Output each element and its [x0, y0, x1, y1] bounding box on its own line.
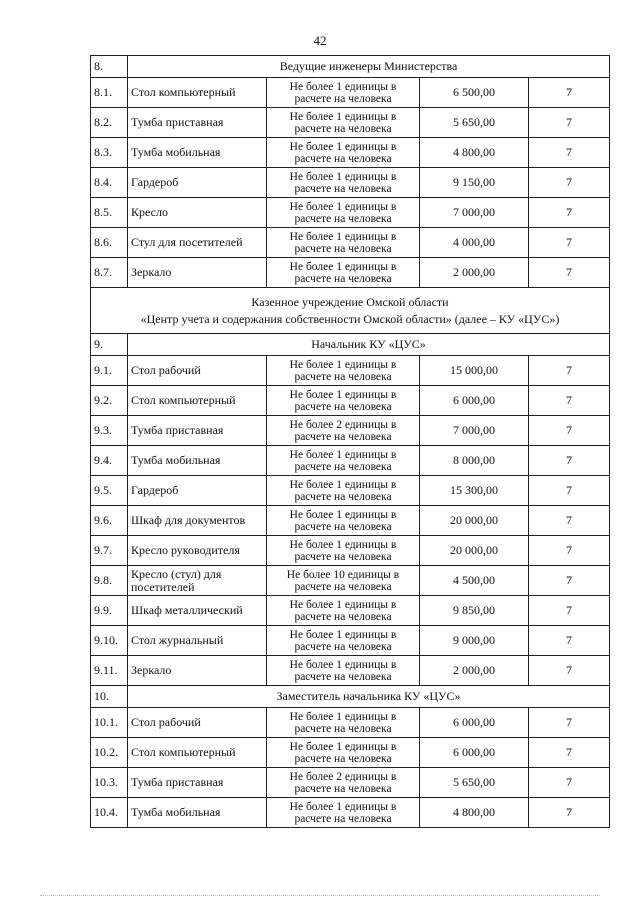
section-row	[91, 56, 610, 78]
row-number: 8.2.	[91, 108, 128, 138]
row-number: 9.2.	[91, 386, 128, 416]
item-name: Гардероб	[128, 476, 267, 506]
item-price: 4 500,00	[420, 566, 529, 596]
table-row	[91, 536, 610, 566]
item-price: 6 500,00	[420, 78, 529, 108]
item-price: 15 000,00	[420, 356, 529, 386]
table-row	[91, 476, 610, 506]
item-price: 4 000,00	[420, 228, 529, 258]
item-norm: Не более 1 единицы в расчете на человека	[267, 446, 420, 476]
item-term: 7	[529, 416, 610, 446]
item-name: Тумба мобильная	[128, 446, 267, 476]
row-number: 8.5.	[91, 198, 128, 228]
table-row	[91, 416, 610, 446]
item-name: Тумба мобильная	[128, 138, 267, 168]
item-term: 7	[529, 566, 610, 596]
table-row	[91, 738, 610, 768]
organization-row	[91, 288, 610, 334]
item-price: 9 000,00	[420, 626, 529, 656]
table-row	[91, 708, 610, 738]
item-term: 7	[529, 138, 610, 168]
item-name: Тумба приставная	[128, 416, 267, 446]
item-norm: Не более 1 единицы в расчете на человека	[267, 386, 420, 416]
item-term: 7	[529, 168, 610, 198]
page-number: 42	[313, 33, 327, 48]
item-term: 7	[529, 656, 610, 686]
item-name: Стол компьютерный	[128, 386, 267, 416]
table-row	[91, 198, 610, 228]
item-norm: Не более 1 единицы в расчете на человека	[267, 138, 420, 168]
item-norm: Не более 1 единицы в расчете на человека	[267, 708, 420, 738]
item-term: 7	[529, 258, 610, 288]
item-name: Гардероб	[128, 168, 267, 198]
organization-line-1: Казенное учреждение Омской области	[251, 294, 449, 309]
table-row	[91, 768, 610, 798]
item-name: Шкаф металлический	[128, 596, 267, 626]
item-name: Кресло (стул) для посетителей	[128, 566, 267, 596]
item-term: 7	[529, 596, 610, 626]
section-title: Ведущие инженеры Министерства	[128, 56, 610, 78]
section-row	[91, 686, 610, 708]
item-norm: Не более 2 единицы в расчете на человека	[267, 768, 420, 798]
row-number: 8.3.	[91, 138, 128, 168]
item-term: 7	[529, 626, 610, 656]
row-number: 9.1.	[91, 356, 128, 386]
row-number: 8.4.	[91, 168, 128, 198]
item-norm: Не более 1 единицы в расчете на человека	[267, 656, 420, 686]
item-price: 6 000,00	[420, 708, 529, 738]
item-norm: Не более 1 единицы в расчете на человека	[267, 536, 420, 566]
item-term: 7	[529, 198, 610, 228]
table-row	[91, 798, 610, 828]
item-term: 7	[529, 78, 610, 108]
item-norm: Не более 1 единицы в расчете на человека	[267, 228, 420, 258]
item-norm: Не более 1 единицы в расчете на человека	[267, 596, 420, 626]
item-term: 7	[529, 738, 610, 768]
item-term: 7	[529, 536, 610, 566]
row-number: 9.4.	[91, 446, 128, 476]
item-price: 20 000,00	[420, 506, 529, 536]
item-name: Стол журнальный	[128, 626, 267, 656]
item-price: 9 850,00	[420, 596, 529, 626]
table-row	[91, 168, 610, 198]
item-price: 6 000,00	[420, 738, 529, 768]
table-row	[91, 596, 610, 626]
table-row	[91, 138, 610, 168]
row-number: 9.6.	[91, 506, 128, 536]
item-name: Зеркало	[128, 258, 267, 288]
organization-line-2: «Центр учета и содержания собственности Омской области» (далее – КУ «ЦУС»)	[140, 311, 560, 326]
row-number: 9.9.	[91, 596, 128, 626]
section-number: 10.	[91, 686, 128, 708]
item-name: Тумба мобильная	[128, 798, 267, 828]
row-number: 9.11.	[91, 656, 128, 686]
item-price: 9 150,00	[420, 168, 529, 198]
item-price: 8 000,00	[420, 446, 529, 476]
row-number: 9.7.	[91, 536, 128, 566]
row-number: 10.2.	[91, 738, 128, 768]
item-price: 2 000,00	[420, 258, 529, 288]
item-term: 7	[529, 506, 610, 536]
furniture-norms-table	[90, 55, 610, 828]
table-row	[91, 228, 610, 258]
scan-edge-marks	[40, 895, 600, 900]
table-row	[91, 506, 610, 536]
table-row	[91, 656, 610, 686]
row-number: 9.8.	[91, 566, 128, 596]
section-number: 8.	[91, 56, 128, 78]
table-row	[91, 356, 610, 386]
section-row	[91, 334, 610, 356]
item-name: Стол рабочий	[128, 356, 267, 386]
item-price: 7 000,00	[420, 198, 529, 228]
item-price: 4 800,00	[420, 798, 529, 828]
item-norm: Не более 2 единицы в расчете на человека	[267, 416, 420, 446]
row-number: 8.6.	[91, 228, 128, 258]
item-name: Кресло	[128, 198, 267, 228]
item-norm: Не более 1 единицы в расчете на человека	[267, 356, 420, 386]
item-term: 7	[529, 476, 610, 506]
item-term: 7	[529, 228, 610, 258]
item-term: 7	[529, 798, 610, 828]
item-norm: Не более 10 единицы в расчете на человека	[267, 566, 420, 596]
row-number: 9.10.	[91, 626, 128, 656]
item-norm: Не более 1 единицы в расчете на человека	[267, 798, 420, 828]
item-term: 7	[529, 768, 610, 798]
item-price: 6 000,00	[420, 386, 529, 416]
item-name: Кресло руководителя	[128, 536, 267, 566]
item-norm: Не более 1 единицы в расчете на человека	[267, 476, 420, 506]
row-number: 9.5.	[91, 476, 128, 506]
row-number: 8.7.	[91, 258, 128, 288]
item-name: Тумба приставная	[128, 108, 267, 138]
item-name: Стол рабочий	[128, 708, 267, 738]
item-price: 5 650,00	[420, 768, 529, 798]
item-name: Стол компьютерный	[128, 78, 267, 108]
section-title: Заместитель начальника КУ «ЦУС»	[128, 686, 610, 708]
item-term: 7	[529, 356, 610, 386]
table-row	[91, 78, 610, 108]
row-number: 10.3.	[91, 768, 128, 798]
row-number: 8.1.	[91, 78, 128, 108]
item-name: Стул для посетителей	[128, 228, 267, 258]
item-norm: Не более 1 единицы в расчете на человека	[267, 198, 420, 228]
item-term: 7	[529, 108, 610, 138]
item-norm: Не более 1 единицы в расчете на человека	[267, 78, 420, 108]
row-number: 10.1.	[91, 708, 128, 738]
item-term: 7	[529, 708, 610, 738]
item-price: 7 000,00	[420, 416, 529, 446]
item-name: Тумба приставная	[128, 768, 267, 798]
item-name: Зеркало	[128, 656, 267, 686]
table-row	[91, 386, 610, 416]
item-price: 2 000,00	[420, 656, 529, 686]
section-number: 9.	[91, 334, 128, 356]
item-norm: Не более 1 единицы в расчете на человека	[267, 108, 420, 138]
item-norm: Не более 1 единицы в расчете на человека	[267, 168, 420, 198]
table-row	[91, 446, 610, 476]
item-norm: Не более 1 единицы в расчете на человека	[267, 626, 420, 656]
item-name: Стол компьютерный	[128, 738, 267, 768]
section-title: Начальник КУ «ЦУС»	[128, 334, 610, 356]
item-norm: Не более 1 единицы в расчете на человека	[267, 738, 420, 768]
table-row	[91, 108, 610, 138]
item-price: 4 800,00	[420, 138, 529, 168]
organization-heading	[91, 288, 610, 334]
item-norm: Не более 1 единицы в расчете на человека	[267, 258, 420, 288]
item-price: 5 650,00	[420, 108, 529, 138]
item-term: 7	[529, 386, 610, 416]
item-norm: Не более 1 единицы в расчете на человека	[267, 506, 420, 536]
item-price: 20 000,00	[420, 536, 529, 566]
table-row	[91, 566, 610, 596]
item-price: 15 300,00	[420, 476, 529, 506]
table-row	[91, 626, 610, 656]
row-number: 10.4.	[91, 798, 128, 828]
item-name: Шкаф для документов	[128, 506, 267, 536]
row-number: 9.3.	[91, 416, 128, 446]
table-row	[91, 258, 610, 288]
item-term: 7	[529, 446, 610, 476]
